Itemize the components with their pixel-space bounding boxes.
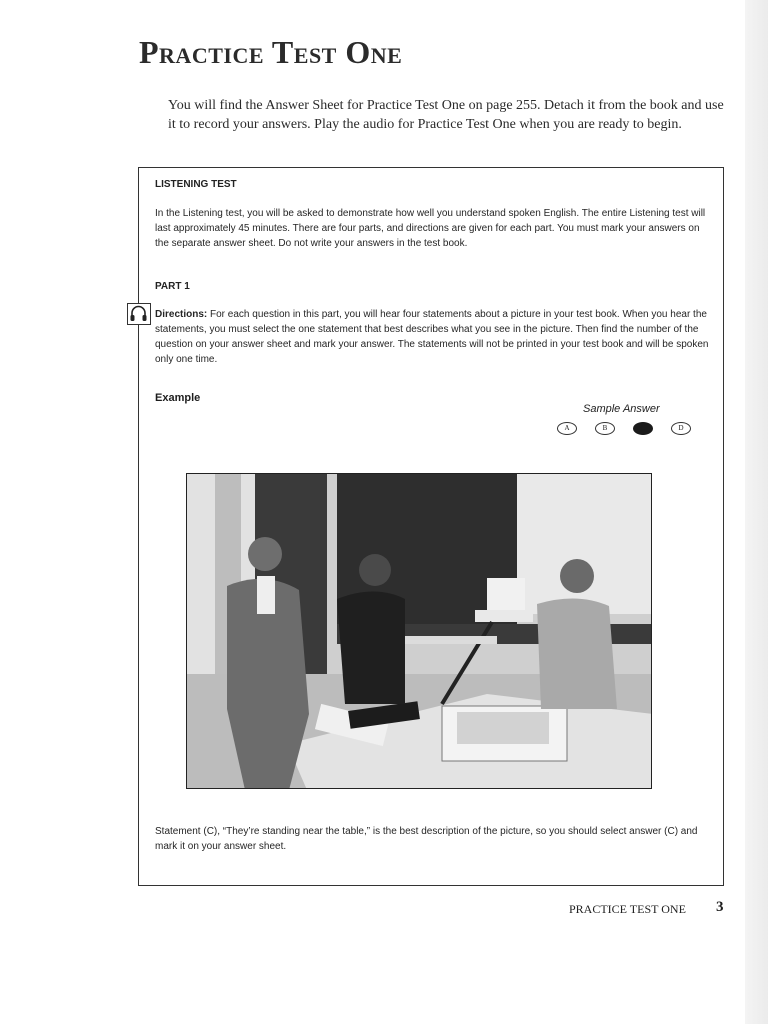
example-label: Example xyxy=(155,392,201,404)
headphones-icon xyxy=(127,303,151,325)
example-photo xyxy=(186,473,652,789)
intro-text: You will find the Answer Sheet for Practice Test One on page 255. Detach it from the book and use it to record your answers. Play the audio for Practice Test One when you are ready to begin. xyxy=(168,98,724,132)
directions-label: Directions: xyxy=(155,309,208,320)
part-heading: PART 1 xyxy=(155,281,190,292)
bubble-c: C xyxy=(633,422,653,435)
page-edge xyxy=(745,0,768,1024)
listening-paragraph: In the Listening test, you will be asked to demonstrate how well you understand spoken English. The entire Listening test will last approximately 45 minutes. There are four parts, and directions are given for each part. You must mark your answers on the separate answer sheet. Do not write your answers in the test book. xyxy=(155,208,706,249)
directions-text: For each question in this part, you will hear four statements about a picture in your test book. When you hear the statements, you must select the one statement that best describes what you see in the picture. Then find the number of the question on your answer sheet and mark your answer. The statements will not be printed in your test book and will be spoken only one time. xyxy=(155,309,709,365)
bubble-b: B xyxy=(595,422,615,435)
bubble-a: A xyxy=(557,422,577,435)
directions-paragraph xyxy=(155,307,715,367)
footer-label: PRACTICE TEST ONE xyxy=(569,902,686,916)
sample-answer-label: Sample Answer xyxy=(583,403,660,415)
example-statement: Statement (C), “They’re standing near the table,” is the best description of the picture, so you should select answer (C) and mark it on your answer sheet. xyxy=(155,826,698,852)
bubble-d: D xyxy=(671,422,691,435)
page-title: Practice Test One xyxy=(139,34,403,70)
listening-heading: LISTENING TEST xyxy=(155,179,237,190)
answer-bubbles xyxy=(557,420,697,436)
page-number: 3 xyxy=(716,899,724,915)
